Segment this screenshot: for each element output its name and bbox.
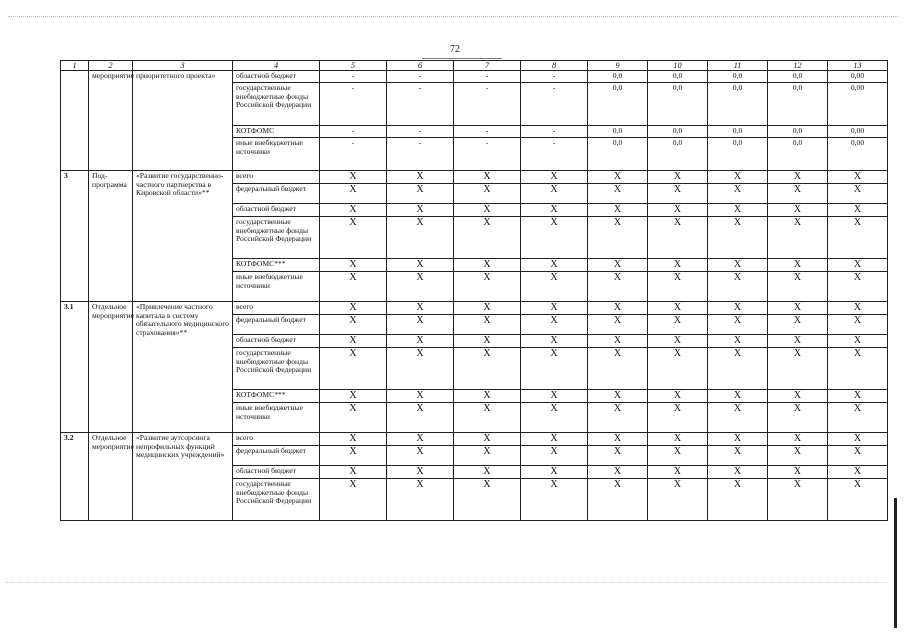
value-cell: X — [521, 446, 588, 466]
value-cell: X — [521, 335, 588, 348]
value-cell: X — [648, 272, 708, 302]
value-cell: X — [454, 204, 521, 217]
value-cell: 0,00 — [828, 83, 888, 126]
value-cell: X — [320, 184, 387, 204]
value-cell: X — [828, 272, 888, 302]
value-cell: X — [648, 315, 708, 335]
funding-source-cell: федеральный бюджет — [233, 446, 320, 466]
funding-source-cell: всего — [233, 171, 320, 184]
value-cell: X — [828, 259, 888, 272]
value-cell: - — [320, 126, 387, 138]
value-cell: X — [387, 348, 454, 390]
header-cell: 1 — [61, 61, 89, 71]
value-cell: X — [387, 466, 454, 479]
value-cell: X — [828, 315, 888, 335]
row-number-cell: 3.1 — [61, 302, 89, 433]
value-cell: X — [708, 184, 768, 204]
value-cell: X — [320, 479, 387, 521]
funding-source-cell: КОТФОМС*** — [233, 390, 320, 403]
value-cell: X — [768, 217, 828, 259]
value-cell: X — [768, 335, 828, 348]
value-cell: X — [828, 171, 888, 184]
value-cell: X — [828, 446, 888, 466]
value-cell: X — [828, 204, 888, 217]
value-cell: X — [708, 302, 768, 315]
value-cell: - — [454, 138, 521, 171]
value-cell: X — [320, 390, 387, 403]
value-cell: X — [320, 335, 387, 348]
value-cell: X — [828, 348, 888, 390]
value-cell: X — [387, 446, 454, 466]
value-cell: X — [521, 479, 588, 521]
value-cell: X — [648, 433, 708, 446]
funding-source-cell: иные внебюджетные источники — [233, 138, 320, 171]
value-cell: X — [454, 335, 521, 348]
value-cell: X — [320, 348, 387, 390]
value-cell: X — [648, 348, 708, 390]
value-cell: X — [521, 184, 588, 204]
value-cell: X — [521, 315, 588, 335]
table-row — [61, 433, 888, 446]
scan-artifact-bottom — [6, 582, 886, 583]
table-row — [61, 71, 888, 83]
value-cell: X — [768, 302, 828, 315]
measure-type-cell: мероприятие — [89, 71, 133, 171]
header-cell: 5 — [320, 61, 387, 71]
value-cell: - — [454, 71, 521, 83]
value-cell: X — [320, 171, 387, 184]
value-cell: X — [648, 204, 708, 217]
value-cell: X — [454, 446, 521, 466]
value-cell: X — [588, 259, 648, 272]
value-cell: 0,0 — [768, 71, 828, 83]
measure-type-cell: Под-программа — [89, 171, 133, 302]
value-cell: X — [588, 479, 648, 521]
funding-source-cell: федеральный бюджет — [233, 184, 320, 204]
value-cell: X — [454, 171, 521, 184]
value-cell: - — [320, 71, 387, 83]
value-cell: X — [768, 403, 828, 433]
funding-source-cell: государственные внебюджетные фонды Российской Федерации — [233, 217, 320, 259]
value-cell: 0,0 — [648, 83, 708, 126]
value-cell: X — [454, 217, 521, 259]
value-cell: 0,0 — [708, 83, 768, 126]
value-cell: X — [768, 315, 828, 335]
value-cell: X — [768, 446, 828, 466]
value-cell: X — [588, 403, 648, 433]
value-cell: 0,0 — [708, 138, 768, 171]
value-cell: - — [387, 83, 454, 126]
header-cell: 10 — [648, 61, 708, 71]
value-cell: X — [828, 335, 888, 348]
value-cell: X — [648, 259, 708, 272]
value-cell: X — [454, 403, 521, 433]
value-cell: 0,0 — [708, 71, 768, 83]
value-cell: X — [828, 217, 888, 259]
value-cell: X — [768, 390, 828, 403]
value-cell: X — [588, 348, 648, 390]
value-cell: X — [588, 315, 648, 335]
value-cell: - — [320, 83, 387, 126]
value-cell: X — [828, 466, 888, 479]
funding-source-cell: областной бюджет — [233, 71, 320, 83]
value-cell: 0,0 — [648, 126, 708, 138]
value-cell: X — [708, 259, 768, 272]
value-cell: X — [708, 315, 768, 335]
header-cell: 3 — [133, 61, 233, 71]
funding-source-cell: иные внебюджетные источники — [233, 272, 320, 302]
value-cell: X — [828, 390, 888, 403]
value-cell: X — [454, 433, 521, 446]
value-cell: X — [768, 479, 828, 521]
value-cell: X — [828, 302, 888, 315]
value-cell: X — [648, 390, 708, 403]
value-cell: X — [320, 403, 387, 433]
value-cell: X — [454, 302, 521, 315]
value-cell: 0,0 — [588, 71, 648, 83]
value-cell: X — [708, 390, 768, 403]
funding-source-cell: иные внебюджетные источники — [233, 403, 320, 433]
value-cell: X — [708, 466, 768, 479]
value-cell: X — [387, 433, 454, 446]
header-cell: 9 — [588, 61, 648, 71]
value-cell: - — [387, 138, 454, 171]
value-cell: - — [521, 138, 588, 171]
value-cell: X — [320, 466, 387, 479]
value-cell: X — [387, 390, 454, 403]
value-cell: X — [387, 315, 454, 335]
measure-name-cell: «Развитие аутсорсинга непрофильных функций медицинских учреждений» — [133, 433, 233, 521]
value-cell: X — [588, 217, 648, 259]
value-cell: X — [588, 466, 648, 479]
value-cell: X — [588, 272, 648, 302]
value-cell: X — [387, 479, 454, 521]
header-cell: 13 — [828, 61, 888, 71]
value-cell: X — [521, 302, 588, 315]
page-number-underline — [422, 58, 502, 59]
header-cell: 8 — [521, 61, 588, 71]
value-cell: 0,0 — [768, 126, 828, 138]
value-cell: X — [708, 433, 768, 446]
value-cell: X — [320, 217, 387, 259]
table-row — [61, 171, 888, 184]
value-cell: X — [588, 204, 648, 217]
value-cell: X — [454, 184, 521, 204]
header-cell: 12 — [768, 61, 828, 71]
value-cell: X — [708, 479, 768, 521]
funding-source-cell: государственные внебюджетные фонды Российской Федерации — [233, 348, 320, 390]
value-cell: X — [454, 259, 521, 272]
value-cell: 0,0 — [588, 138, 648, 171]
value-cell: X — [521, 259, 588, 272]
value-cell: X — [320, 302, 387, 315]
value-cell: X — [454, 315, 521, 335]
value-cell: X — [648, 217, 708, 259]
value-cell: X — [828, 403, 888, 433]
funding-source-cell: всего — [233, 302, 320, 315]
value-cell: X — [454, 479, 521, 521]
value-cell: 0,00 — [828, 138, 888, 171]
value-cell: X — [454, 390, 521, 403]
funding-source-cell: областной бюджет — [233, 204, 320, 217]
value-cell: X — [521, 433, 588, 446]
value-cell: X — [387, 184, 454, 204]
value-cell: X — [768, 433, 828, 446]
funding-source-cell: федеральный бюджет — [233, 315, 320, 335]
value-cell: - — [521, 71, 588, 83]
value-cell: X — [588, 433, 648, 446]
value-cell: X — [648, 335, 708, 348]
value-cell: X — [708, 217, 768, 259]
funding-source-cell: государственные внебюджетные фонды Российской Федерации — [233, 479, 320, 521]
value-cell: X — [708, 446, 768, 466]
value-cell: X — [828, 433, 888, 446]
value-cell: X — [387, 171, 454, 184]
value-cell: X — [387, 403, 454, 433]
funding-source-cell: государственные внебюджетные фонды Российской Федерации — [233, 83, 320, 126]
value-cell: 0,0 — [588, 83, 648, 126]
funding-source-cell: КОТФОМС — [233, 126, 320, 138]
value-cell: - — [521, 126, 588, 138]
value-cell: X — [521, 403, 588, 433]
value-cell: X — [387, 302, 454, 315]
value-cell: X — [768, 204, 828, 217]
value-cell: X — [521, 272, 588, 302]
value-cell: X — [768, 259, 828, 272]
measure-type-cell: Отдельное мероприятие — [89, 302, 133, 433]
value-cell: X — [648, 403, 708, 433]
value-cell: X — [521, 390, 588, 403]
value-cell: X — [828, 479, 888, 521]
value-cell: 0,00 — [828, 126, 888, 138]
value-cell: X — [708, 348, 768, 390]
funding-source-cell: КОТФОМС*** — [233, 259, 320, 272]
value-cell: X — [454, 272, 521, 302]
value-cell: X — [320, 272, 387, 302]
value-cell: X — [768, 184, 828, 204]
measure-name-cell: «Развитие государственно-частного партнерства в Кировской области»** — [133, 171, 233, 302]
header-cell: 2 — [89, 61, 133, 71]
value-cell: 0,0 — [708, 126, 768, 138]
value-cell: X — [387, 204, 454, 217]
value-cell: X — [320, 315, 387, 335]
value-cell: X — [708, 403, 768, 433]
value-cell: X — [768, 272, 828, 302]
value-cell: X — [588, 390, 648, 403]
funding-source-cell: всего — [233, 433, 320, 446]
value-cell: 0,0 — [588, 126, 648, 138]
value-cell: X — [828, 184, 888, 204]
value-cell: X — [521, 204, 588, 217]
row-number-cell — [61, 71, 89, 171]
table-row — [61, 302, 888, 315]
value-cell: X — [648, 446, 708, 466]
value-cell: X — [648, 171, 708, 184]
row-number-cell: 3 — [61, 171, 89, 302]
funding-source-cell: областной бюджет — [233, 466, 320, 479]
value-cell: - — [387, 71, 454, 83]
value-cell: X — [648, 466, 708, 479]
value-cell: X — [387, 217, 454, 259]
page-number: 72 — [450, 44, 460, 55]
value-cell: X — [648, 184, 708, 204]
value-cell: X — [521, 466, 588, 479]
value-cell: 0,0 — [768, 83, 828, 126]
value-cell: X — [320, 446, 387, 466]
value-cell: X — [768, 466, 828, 479]
header-cell: 6 — [387, 61, 454, 71]
value-cell: X — [521, 348, 588, 390]
value-cell: X — [648, 479, 708, 521]
measure-type-cell: Отдельное мероприятие — [89, 433, 133, 521]
value-cell: 0,0 — [768, 138, 828, 171]
row-number-cell: 3.2 — [61, 433, 89, 521]
value-cell: X — [521, 171, 588, 184]
value-cell: - — [320, 138, 387, 171]
value-cell: X — [588, 171, 648, 184]
value-cell: X — [768, 171, 828, 184]
value-cell: X — [588, 184, 648, 204]
measure-name-cell: «Привлечение частного капитала в систему обязательного медицинского страхования»** — [133, 302, 233, 433]
value-cell: X — [648, 302, 708, 315]
value-cell: 0,00 — [828, 71, 888, 83]
header-cell: 7 — [454, 61, 521, 71]
value-cell: X — [708, 171, 768, 184]
value-cell: X — [320, 259, 387, 272]
header-row — [61, 61, 888, 71]
value-cell: X — [454, 348, 521, 390]
value-cell: X — [708, 335, 768, 348]
value-cell: X — [320, 204, 387, 217]
value-cell: X — [588, 335, 648, 348]
value-cell: - — [454, 83, 521, 126]
value-cell: - — [454, 126, 521, 138]
funding-source-cell: областной бюджет — [233, 335, 320, 348]
value-cell: 0,0 — [648, 138, 708, 171]
value-cell: X — [387, 335, 454, 348]
value-cell: X — [387, 272, 454, 302]
value-cell: X — [320, 433, 387, 446]
value-cell: X — [454, 466, 521, 479]
value-cell: X — [387, 259, 454, 272]
page-edge-bar — [894, 498, 897, 628]
value-cell: 0,0 — [648, 71, 708, 83]
value-cell: - — [521, 83, 588, 126]
value-cell: X — [708, 204, 768, 217]
header-cell: 4 — [233, 61, 320, 71]
value-cell: X — [708, 272, 768, 302]
value-cell: X — [768, 348, 828, 390]
budget-table — [60, 60, 888, 521]
value-cell: X — [588, 302, 648, 315]
scan-artifact-top — [8, 16, 898, 17]
header-cell: 11 — [708, 61, 768, 71]
value-cell: X — [588, 446, 648, 466]
measure-name-cell: приоритетного проекта» — [133, 71, 233, 171]
value-cell: X — [521, 217, 588, 259]
value-cell: - — [387, 126, 454, 138]
